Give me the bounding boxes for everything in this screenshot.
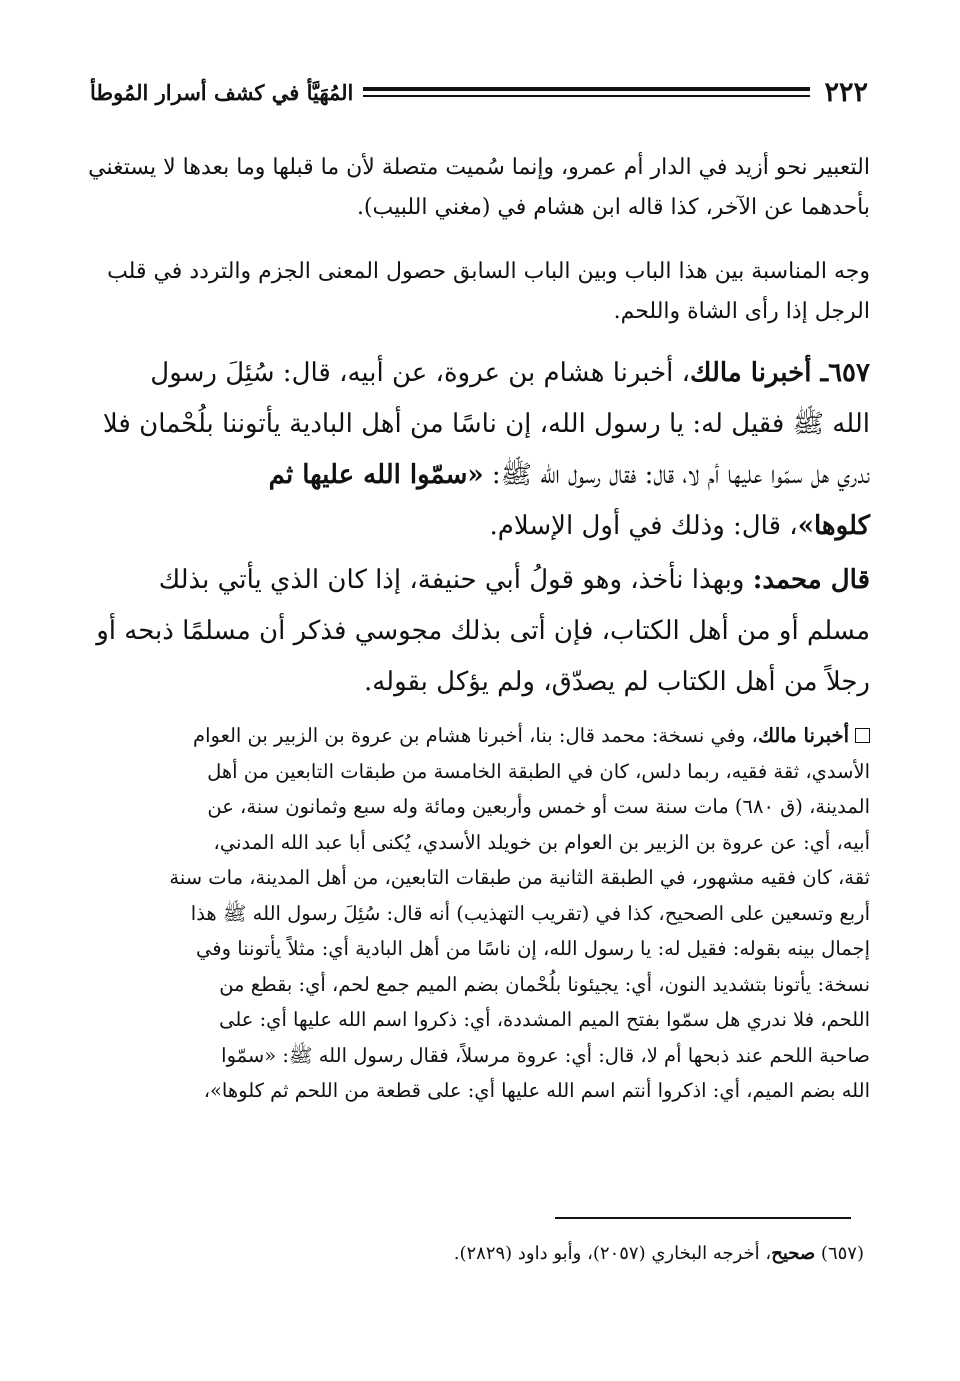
text-line: بأحدهما عن الآخر، كذا قاله ابن هشام في (مغني اللبيب). — [356, 195, 870, 220]
text-line: أبيه، أي: عن عروة بن الزبير بن العوام بن خويلد الأسدي، يُكنى أبا عبد الله المدني، — [213, 830, 870, 854]
text-line: نسخة: يأتونا بتشديد النون، أي: يجيئونا بلُحْمان بضم الميم جمع لحم، أي: بقطع من — [219, 972, 870, 996]
page-header — [90, 72, 868, 112]
text-line — [88, 501, 870, 552]
text-line: الأسدي، ثقة فقيه، ربما دلس، كان في الطبقة الخامسة من طبقات التابعين من أهل — [207, 759, 870, 783]
text-line — [88, 450, 870, 501]
text-line: المدينة، (ق ٦٨٠) مات سنة ست أو خمس وأربعين ومائة وله سبع وثمانون سنة، عن — [207, 795, 870, 818]
text-line: وجه المناسبة بين هذا الباب وبين الباب السابق حصول المعنى الجزم والتردد في قلب — [107, 259, 870, 284]
header-rule — [363, 87, 810, 97]
page-number: ٢٢٢ — [824, 76, 868, 108]
prophet-quote-end: كلوها» — [797, 511, 870, 541]
text-line: الله ﷺ فقيل له: يا رسول الله، إن ناسًا من أهل البادية يأتوننا بلُحْمان فلا — [102, 409, 870, 439]
hadith-657 — [88, 348, 870, 552]
hadith-text: ندري هل سمّوا عليها أم لا، قال: فقال رسول الله ﷺ: — [483, 460, 870, 490]
prophet-quote: «سمّوا الله عليها ثم — [268, 460, 484, 490]
text-line: رجلاً من أهل الكتاب لم يصدّق، ولم يؤكل بقوله. — [363, 667, 870, 697]
footnote-text: ، أخرجه البخاري (٢٠٥٧)، وأبو داود (٢٨٢٩). — [453, 1243, 772, 1264]
hadith-text: ، قال: وذلك في أول الإسلام. — [489, 511, 798, 541]
text-line: الرجل إذا رأى الشاة واللحم. — [613, 299, 870, 324]
commentary — [88, 718, 870, 1109]
book-title: المُهَيَّأ في كشف أسرار المُوطأ — [90, 79, 354, 105]
paragraph-relevance — [88, 252, 870, 332]
text-line: إجمال بينه بقوله: فقيل له: يا رسول الله، إن ناسًا من أهل البادية أي: مثلاً يأتوننا وفي — [196, 937, 870, 960]
footnote — [88, 1239, 864, 1269]
text-line: ثقة، كان فقيه مشهور، في الطبقة الثانية من طبقات التابعين، من أهل المدينة، مات سنة — [169, 866, 870, 889]
text-line: صاحبة اللحم عند ذبحها أم لا، قال: أي: عروة مرسلاً، فقال رسول الله ﷺ: «سمّوا — [221, 1043, 870, 1067]
muhammad-opinion — [88, 555, 870, 708]
opinion-text: وبهذا نأخذ، وهو قولُ أبي حنيفة، إذا كان الذي يأتي بذلك — [158, 565, 753, 595]
text-line: اللحم، فلا ندري هل سمّوا بفتح الميم المشددة، أي: ذكروا اسم الله عليها أي: على — [219, 1008, 870, 1031]
footnote-number: (٦٥٧) — [820, 1243, 864, 1264]
commentary-text: ، وفي نسخة: محمد قال: بنا، أخبرنا هشام بن عروة بن الزبير بن العوام — [193, 724, 758, 747]
text-line — [88, 555, 870, 606]
footnote-grade: صحيح — [771, 1243, 816, 1264]
hadith-number-label: ٦٥٧ـ أخبرنا مالك — [690, 358, 870, 388]
footnote-divider — [555, 1217, 851, 1219]
text-line: أربع وتسعين على الصحيح، كذا في (تقريب التهذيب) أنه قال: سُئِلَ رسول الله ﷺ هذا — [190, 901, 870, 925]
square-marker-icon — [855, 728, 870, 743]
hadith-text: ، أخبرنا هشام بن عروة، عن أبيه، قال: سُئِلَ رسول — [150, 358, 691, 388]
text-line — [88, 348, 870, 399]
commentary-label: أخبرنا مالك — [757, 724, 849, 747]
text-line: مسلم أو من أهل الكتاب، فإن أتى بذلك مجوسي فذكر أن مسلمًا ذبحه أو — [96, 616, 870, 646]
text-line: التعبير نحو أزيد في الدار أم عمرو، وإنما سُميت متصلة لأن ما قبلها وما بعدها لا يستغني — [88, 155, 870, 180]
text-line — [88, 718, 870, 754]
muhammad-label: قال محمد: — [752, 565, 870, 595]
text-line: الله بضم الميم، أي: اذكروا أنتم اسم الله عليها أي: على قطعة من اللحم ثم كلوها»، — [203, 1079, 870, 1102]
paragraph-intro — [88, 148, 870, 228]
